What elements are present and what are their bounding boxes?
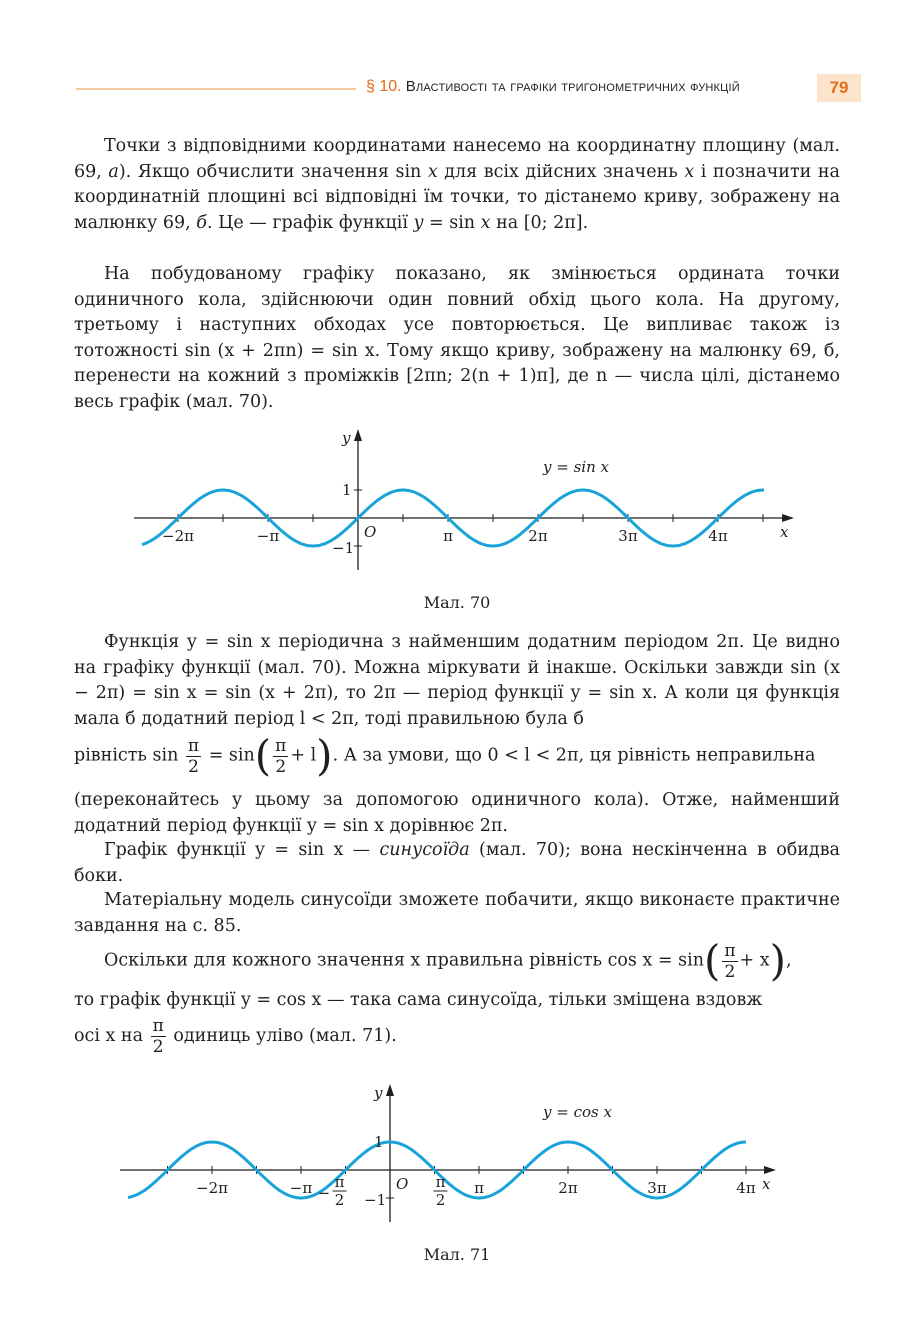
y-axis-arrow <box>386 1084 394 1096</box>
x-tick-label: 2π <box>558 1179 578 1197</box>
origin-label: O <box>364 523 377 541</box>
paragraph-4: (переконайтесь у цьому за допомогою одиничного кола). Отже, найменший додатний період функції y = sin x дорівнює 2π. <box>74 790 840 836</box>
y-tick-label-minus-1: −1 <box>332 539 355 557</box>
chapter-title: Властивості та графіки тригонометричних функцій <box>405 78 740 95</box>
function-label: y = cos x <box>543 1103 612 1121</box>
cosine-graph <box>0 1080 924 1240</box>
x-tick-label: 4π <box>708 527 728 545</box>
section-number: § 10. <box>366 78 402 95</box>
fraction-pi-2: $\frac{\pi}{2}$ <box>275 735 287 777</box>
origin-label: O <box>396 1175 409 1193</box>
paragraph-7-line-3: осі x на $\frac{\pi}{2}$ одиниць уліво (мал. 71). <box>74 1016 397 1057</box>
paragraph-5: Графік функції y = sin x — синусоїда (мал. 70); вона нескінченна в обидва боки. <box>74 840 840 886</box>
x-tick-label: 2π <box>528 527 548 545</box>
fraction-pi-2: $\frac{\pi}{2}$ <box>187 735 200 777</box>
y-axis-label: y <box>342 429 351 447</box>
x-axis-arrow <box>764 1166 776 1174</box>
fraction-pi-2: $\frac{\pi}{2}$ <box>724 940 736 982</box>
x-tick-label: π <box>474 1179 484 1197</box>
paragraph-6: Матеріальну модель синусоїди зможете побачити, якщо виконаєте практичне завдання на с. 85. <box>74 890 840 936</box>
function-label: y = sin x <box>543 458 609 476</box>
x-tick-label: −π <box>289 1179 313 1197</box>
paragraph-7-line-2: то графік функції y = cos x — така сама синусоїда, тільки зміщена вздовж <box>74 990 763 1010</box>
fraction-pi-2: $\frac{\pi}{2}$ <box>152 1016 164 1057</box>
x-tick-label: π <box>443 527 453 545</box>
paragraph-1: Точки з відповідними координатами нанесемо на координатну площину (мал. 69, а). Якщо обчислити значення sin x для всіх дійсних значень x і позначити на координатній площині всі відповідні їм точки, то дістанемо криву, зображену на малюнку 69, б. Це — графік функції y = sin x на [0; 2π]. <box>74 136 840 233</box>
minus-sign: − <box>317 1184 331 1202</box>
paragraph-2: На побудованому графіку показано, як змінюється ордината точки одиничного кола, здійснюючи один повний обхід цього кола. На другому, третьому і наступних обходах усе повторюється. Це випливає також із тотожності sin (x + 2πn) = sin x. Тому якщо криву, зображену на малюнку 69, б, перенести на кожний з проміжків [2πn; 2(n + 1)π], де n — числа цілі, дістанемо весь графік (мал. 70). <box>74 264 840 412</box>
x-tick-label: −2π <box>196 1179 228 1197</box>
running-header <box>366 78 740 96</box>
half-pi-numerator: π <box>435 1173 446 1191</box>
x-axis-arrow <box>782 514 794 522</box>
y-tick-label-1: 1 <box>374 1133 384 1151</box>
x-tick-label: −π <box>256 527 280 545</box>
half-pi-denominator: 2 <box>334 1191 345 1209</box>
x-tick-label: −2π <box>162 527 194 545</box>
x-axis-label: x <box>780 523 789 541</box>
page-number: 79 <box>817 74 861 102</box>
y-tick-label-1: 1 <box>342 481 352 499</box>
header-rule <box>76 88 356 90</box>
y-axis-label: y <box>374 1084 383 1102</box>
figure-70-caption: Мал. 70 <box>423 593 491 612</box>
equation-line: рівність sin $\frac{\pi}{2}$ = sin( $\frac{\pi}{2}$ + l). А за умови, що 0 < l < 2π, ця рівність неправильна <box>74 731 816 780</box>
paragraph-3: Функція y = sin x періодична з найменшим додатним періодом 2π. Це видно на графіку функції (мал. 70). Можна міркувати й інакше. Оскільки завжди sin (x − 2π) = sin x = sin (x + 2π), то 2π — період функції y = sin x. А коли ця функція мала б додатний період l < 2π, тоді правильною була б <box>74 632 840 729</box>
x-tick-label: 4π <box>736 1179 756 1197</box>
x-tick-label: 3π <box>647 1179 667 1197</box>
x-axis-label: x <box>762 1175 771 1193</box>
y-axis-arrow <box>354 429 362 441</box>
half-pi-numerator: π <box>334 1173 345 1191</box>
half-pi-denominator: 2 <box>435 1191 446 1209</box>
sine-graph <box>0 425 924 585</box>
paragraph-7-line-1: Оскільки для кожного значення x правильна рівність cos x = sin( $\frac{\pi}{2}$ + x), <box>104 936 792 985</box>
y-tick-label-minus-1: −1 <box>364 1191 387 1209</box>
x-tick-label: 3π <box>618 527 638 545</box>
figure-71-caption: Мал. 71 <box>423 1245 491 1264</box>
